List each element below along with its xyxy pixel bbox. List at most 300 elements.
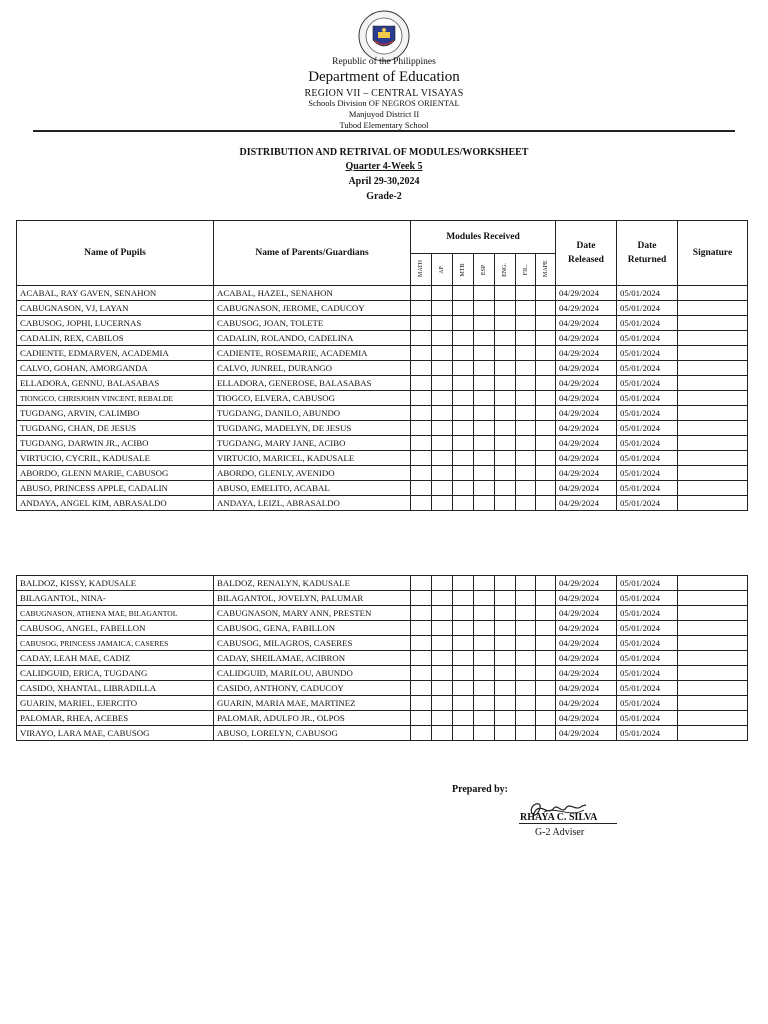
module-check-cell (516, 376, 536, 391)
department-name: Department of Education (308, 69, 460, 85)
module-check-cell (453, 421, 474, 436)
module-check-cell (474, 666, 495, 681)
date-released: 04/29/2024 (556, 696, 617, 711)
signature-cell (678, 466, 748, 481)
parent-name: VIRTUCIO, MARICEL, KADUSALE (214, 451, 411, 466)
quarter-week: Quarter 4-Week 5 (345, 161, 423, 172)
parent-name: TIOGCO, ELVERA, CABUSOG (214, 391, 411, 406)
table-row (17, 436, 748, 451)
module-check-cell (495, 606, 516, 621)
parent-name: BILAGANTOL, JOVELYN, PALUMAR (214, 591, 411, 606)
table-row (17, 406, 748, 421)
module-check-cell (411, 591, 432, 606)
module-check-cell (495, 376, 516, 391)
module-check-cell (495, 346, 516, 361)
module-check-cell (495, 591, 516, 606)
division-line: Schools Division OF NEGROS ORIENTAL (308, 98, 460, 108)
module-check-cell (474, 421, 495, 436)
module-check-cell (432, 376, 453, 391)
module-check-cell (432, 346, 453, 361)
subject-mape: MAPE (536, 254, 556, 286)
module-check-cell (516, 591, 536, 606)
pupil-name: CABUGNASON, ATHENA MAE, BILAGANTOL (17, 606, 214, 621)
date-returned: 05/01/2024 (617, 361, 678, 376)
date-returned: 05/01/2024 (617, 301, 678, 316)
table-row (17, 301, 748, 316)
date-released: 04/29/2024 (556, 346, 617, 361)
date-returned: 05/01/2024 (617, 316, 678, 331)
signature-cell (678, 666, 748, 681)
module-check-cell (453, 711, 474, 726)
parent-name: GUARIN, MARIA MAE, MARTINEZ (214, 696, 411, 711)
module-check-cell (411, 436, 432, 451)
module-check-cell (495, 481, 516, 496)
table-row (17, 286, 748, 301)
module-check-cell (432, 481, 453, 496)
signature-cell (678, 361, 748, 376)
date-returned: 05/01/2024 (617, 421, 678, 436)
date-released: 04/29/2024 (556, 496, 617, 511)
parent-name: CALVO, JUNREL, DURANGO (214, 361, 411, 376)
module-check-cell (453, 576, 474, 591)
signature-cell (678, 651, 748, 666)
module-check-cell (432, 286, 453, 301)
header-divider (33, 130, 735, 132)
table-row (17, 361, 748, 376)
signature-cell (678, 421, 748, 436)
module-check-cell (495, 361, 516, 376)
modules-table-bottom (16, 575, 748, 741)
module-check-cell (495, 421, 516, 436)
module-check-cell (536, 466, 556, 481)
table-row (17, 621, 748, 636)
signature-cell (678, 346, 748, 361)
module-check-cell (536, 696, 556, 711)
pupil-name: VIRTUCIO, CYCRIL, KADUSALE (17, 451, 214, 466)
module-check-cell (474, 636, 495, 651)
module-check-cell (432, 301, 453, 316)
table-row (17, 376, 748, 391)
table-row (17, 681, 748, 696)
date-released: 04/29/2024 (556, 286, 617, 301)
module-check-cell (536, 726, 556, 741)
module-check-cell (453, 726, 474, 741)
module-check-cell (536, 286, 556, 301)
module-check-cell (453, 696, 474, 711)
signature-cell (678, 406, 748, 421)
subject-esp: ESP (474, 254, 495, 286)
module-check-cell (453, 406, 474, 421)
module-check-cell (495, 636, 516, 651)
module-check-cell (432, 451, 453, 466)
parent-name: CABUSOG, MILAGROS, CASERES (214, 636, 411, 651)
parent-name: ELLADORA, GENEROSE, BALASABAS (214, 376, 411, 391)
module-check-cell (474, 481, 495, 496)
module-check-cell (536, 376, 556, 391)
pupil-name: BILAGANTOL, NINA- (17, 591, 214, 606)
module-check-cell (411, 286, 432, 301)
table-row (17, 451, 748, 466)
date-returned: 05/01/2024 (617, 346, 678, 361)
module-check-cell (536, 606, 556, 621)
module-check-cell (474, 711, 495, 726)
module-check-cell (432, 591, 453, 606)
module-check-cell (411, 696, 432, 711)
signature-cell (678, 621, 748, 636)
module-check-cell (411, 376, 432, 391)
module-check-cell (516, 726, 536, 741)
date-returned: 05/01/2024 (617, 481, 678, 496)
module-check-cell (516, 316, 536, 331)
adviser-name: RHAYA C. SILVA (519, 812, 617, 824)
module-check-cell (453, 681, 474, 696)
module-check-cell (453, 331, 474, 346)
date-released: 04/29/2024 (556, 391, 617, 406)
pupil-name: ANDAYA, ANGEL KIM, ABRASALDO (17, 496, 214, 511)
module-check-cell (432, 406, 453, 421)
signature-cell (678, 591, 748, 606)
date-returned: 05/01/2024 (617, 391, 678, 406)
date-returned: 05/01/2024 (617, 726, 678, 741)
signature-cell (678, 481, 748, 496)
document-title: DISTRIBUTION AND RETRIVAL OF MODULES/WORKSHEET (239, 147, 529, 158)
module-check-cell (411, 621, 432, 636)
module-check-cell (516, 651, 536, 666)
pupil-name: CALIDGUID, ERICA, TUGDANG (17, 666, 214, 681)
date-range: April 29-30,2024 (348, 176, 420, 187)
date-released: 04/29/2024 (556, 466, 617, 481)
pupil-name: CABUSOG, JOPHI, LUCERNAS (17, 316, 214, 331)
signature-cell (678, 576, 748, 591)
signature-cell (678, 496, 748, 511)
parent-name: TUGDANG, MADELYN, DE JESUS (214, 421, 411, 436)
parent-name: TUGDANG, DANILO, ABUNDO (214, 406, 411, 421)
module-check-cell (516, 346, 536, 361)
module-check-cell (536, 316, 556, 331)
module-check-cell (495, 711, 516, 726)
date-returned: 05/01/2024 (617, 651, 678, 666)
module-check-cell (432, 466, 453, 481)
date-released: 04/29/2024 (556, 621, 617, 636)
module-check-cell (495, 651, 516, 666)
module-check-cell (474, 621, 495, 636)
date-released: 04/29/2024 (556, 651, 617, 666)
table-row (17, 591, 748, 606)
module-check-cell (432, 606, 453, 621)
module-check-cell (495, 286, 516, 301)
module-check-cell (474, 591, 495, 606)
date-returned: 05/01/2024 (617, 606, 678, 621)
date-returned: 05/01/2024 (617, 331, 678, 346)
prepared-by-label: Prepared by: (452, 784, 509, 795)
date-released: 04/29/2024 (556, 681, 617, 696)
module-check-cell (536, 301, 556, 316)
module-check-cell (411, 726, 432, 741)
table-row (17, 726, 748, 741)
parent-name: ABORDO, GLENLY, AVENIDO (214, 466, 411, 481)
signature-cell (678, 711, 748, 726)
signature-cell (678, 331, 748, 346)
module-check-cell (536, 591, 556, 606)
date-released: 04/29/2024 (556, 436, 617, 451)
table-row (17, 576, 748, 591)
date-returned: 05/01/2024 (617, 696, 678, 711)
parent-name: CABUSOG, GENA, FABILLON (214, 621, 411, 636)
module-check-cell (495, 666, 516, 681)
school-line: Tubod Elementary School (339, 120, 429, 130)
module-check-cell (453, 376, 474, 391)
col-released-header: Date Released (556, 221, 617, 286)
module-check-cell (432, 726, 453, 741)
module-check-cell (516, 391, 536, 406)
module-check-cell (474, 361, 495, 376)
module-check-cell (516, 421, 536, 436)
module-check-cell (536, 451, 556, 466)
module-check-cell (453, 621, 474, 636)
col-modules-header: Modules Received (411, 221, 556, 254)
date-released: 04/29/2024 (556, 361, 617, 376)
signature-cell (678, 436, 748, 451)
module-check-cell (495, 466, 516, 481)
module-check-cell (453, 591, 474, 606)
adviser-role: G-2 Adviser (535, 827, 585, 838)
module-check-cell (453, 391, 474, 406)
module-check-cell (411, 651, 432, 666)
module-check-cell (453, 436, 474, 451)
date-released: 04/29/2024 (556, 376, 617, 391)
module-check-cell (453, 301, 474, 316)
modules-table-top (16, 220, 748, 511)
module-check-cell (516, 481, 536, 496)
module-check-cell (495, 576, 516, 591)
module-check-cell (453, 286, 474, 301)
module-check-cell (432, 496, 453, 511)
module-check-cell (495, 301, 516, 316)
module-check-cell (411, 681, 432, 696)
module-check-cell (411, 406, 432, 421)
module-check-cell (432, 316, 453, 331)
date-returned: 05/01/2024 (617, 286, 678, 301)
module-check-cell (516, 286, 536, 301)
module-check-cell (411, 421, 432, 436)
parent-name: CADAY, SHEILAMAE, ACIBRON (214, 651, 411, 666)
pupil-name: ABUSO, PRINCESS APPLE, CADALIN (17, 481, 214, 496)
pupil-name: CABUSOG, PRINCESS JAMAICA, CASERES (17, 636, 214, 651)
pupil-name: CADALIN, REX, CABILOS (17, 331, 214, 346)
module-check-cell (516, 711, 536, 726)
module-check-cell (474, 681, 495, 696)
date-returned: 05/01/2024 (617, 636, 678, 651)
module-check-cell (432, 651, 453, 666)
module-check-cell (474, 436, 495, 451)
module-check-cell (411, 301, 432, 316)
pupil-name: ABORDO, GLENN MARIE, CABUSOG (17, 466, 214, 481)
module-check-cell (536, 711, 556, 726)
deped-seal-icon (358, 10, 410, 62)
module-check-cell (516, 666, 536, 681)
table-row (17, 346, 748, 361)
date-returned: 05/01/2024 (617, 466, 678, 481)
parent-name: CADALIN, ROLANDO, CADELINA (214, 331, 411, 346)
signature-cell (678, 606, 748, 621)
signature-cell (678, 681, 748, 696)
module-check-cell (474, 316, 495, 331)
module-check-cell (495, 391, 516, 406)
module-check-cell (432, 436, 453, 451)
parent-name: ANDAYA, LEIZL, ABRASALDO (214, 496, 411, 511)
module-check-cell (474, 391, 495, 406)
parent-name: CALIDGUID, MARILOU, ABUNDO (214, 666, 411, 681)
parent-name: CADIENTE, ROSEMARIE, ACADEMIA (214, 346, 411, 361)
parent-name: PALOMAR, ADULFO JR., OLPOS (214, 711, 411, 726)
module-check-cell (453, 481, 474, 496)
district-line: Manjuyod District II (348, 109, 420, 119)
module-check-cell (474, 696, 495, 711)
module-check-cell (432, 666, 453, 681)
subject-math: MATH (411, 254, 432, 286)
module-check-cell (536, 666, 556, 681)
table-row (17, 391, 748, 406)
module-check-cell (411, 481, 432, 496)
date-returned: 05/01/2024 (617, 621, 678, 636)
date-released: 04/29/2024 (556, 481, 617, 496)
module-check-cell (432, 361, 453, 376)
table-row (17, 496, 748, 511)
module-check-cell (432, 621, 453, 636)
module-check-cell (453, 606, 474, 621)
module-check-cell (536, 331, 556, 346)
date-returned: 05/01/2024 (617, 406, 678, 421)
module-check-cell (495, 681, 516, 696)
module-check-cell (474, 331, 495, 346)
pupil-name: GUARIN, MARIEL, EJERCITO (17, 696, 214, 711)
pupil-name: TUGDANG, CHAN, DE JESUS (17, 421, 214, 436)
pupil-name: CALVO, GOHAN, AMORGANDA (17, 361, 214, 376)
module-check-cell (453, 346, 474, 361)
col-pupils-header: Name of Pupils (17, 221, 214, 286)
module-check-cell (536, 346, 556, 361)
date-released: 04/29/2024 (556, 711, 617, 726)
module-check-cell (474, 606, 495, 621)
pupil-name: ACABAL, RAY GAVEN, SENAHON (17, 286, 214, 301)
table-row (17, 666, 748, 681)
module-check-cell (495, 621, 516, 636)
module-check-cell (411, 576, 432, 591)
col-returned-header: Date Returned (617, 221, 678, 286)
date-returned: 05/01/2024 (617, 576, 678, 591)
pupil-name: PALOMAR, RHEA, ACEBES (17, 711, 214, 726)
module-check-cell (474, 451, 495, 466)
module-check-cell (495, 496, 516, 511)
module-check-cell (474, 406, 495, 421)
pupil-name: VIRAYO, LARA MAE, CABUSOG (17, 726, 214, 741)
date-released: 04/29/2024 (556, 316, 617, 331)
date-returned: 05/01/2024 (617, 496, 678, 511)
module-check-cell (516, 681, 536, 696)
module-check-cell (516, 606, 536, 621)
signature-cell (678, 391, 748, 406)
pupil-name: CABUSOG, ANGEL, FABELLON (17, 621, 214, 636)
signature-cell (678, 376, 748, 391)
date-returned: 05/01/2024 (617, 666, 678, 681)
signature-cell (678, 316, 748, 331)
module-check-cell (536, 481, 556, 496)
module-check-cell (411, 451, 432, 466)
pupil-name: CASIDO, XHANTAL, LIBRADILLA (17, 681, 214, 696)
signature-cell (678, 451, 748, 466)
module-check-cell (516, 436, 536, 451)
module-check-cell (495, 696, 516, 711)
module-check-cell (474, 346, 495, 361)
pupil-name: TUGDANG, ARVIN, CALIMBO (17, 406, 214, 421)
module-check-cell (536, 651, 556, 666)
pupil-name: CABUGNASON, VJ, LAYAN (17, 301, 214, 316)
date-released: 04/29/2024 (556, 666, 617, 681)
module-check-cell (516, 496, 536, 511)
module-check-cell (516, 451, 536, 466)
module-check-cell (516, 576, 536, 591)
module-check-cell (432, 681, 453, 696)
module-check-cell (411, 636, 432, 651)
parent-name: ACABAL, HAZEL, SENAHON (214, 286, 411, 301)
pupil-name: TUGDANG, DARWIN JR., ACIBO (17, 436, 214, 451)
module-check-cell (495, 726, 516, 741)
module-check-cell (432, 636, 453, 651)
date-returned: 05/01/2024 (617, 436, 678, 451)
pupil-name: BALDOZ, KISSY, KADUSALE (17, 576, 214, 591)
date-released: 04/29/2024 (556, 301, 617, 316)
module-check-cell (536, 621, 556, 636)
module-check-cell (536, 681, 556, 696)
module-check-cell (432, 421, 453, 436)
module-check-cell (474, 466, 495, 481)
pupil-name: CADIENTE, EDMARVEN, ACADEMIA (17, 346, 214, 361)
module-check-cell (474, 286, 495, 301)
module-check-cell (536, 576, 556, 591)
module-check-cell (516, 331, 536, 346)
pupil-name: ELLADORA, GENNU, BALASABAS (17, 376, 214, 391)
module-check-cell (536, 421, 556, 436)
module-check-cell (453, 361, 474, 376)
date-released: 04/29/2024 (556, 331, 617, 346)
date-returned: 05/01/2024 (617, 681, 678, 696)
module-check-cell (516, 621, 536, 636)
table-row (17, 331, 748, 346)
module-check-cell (432, 576, 453, 591)
module-check-cell (495, 316, 516, 331)
date-returned: 05/01/2024 (617, 591, 678, 606)
parent-name: ABUSO, EMELITO, ACABAL (214, 481, 411, 496)
table-row (17, 636, 748, 651)
module-check-cell (453, 466, 474, 481)
signature-cell (678, 636, 748, 651)
table-row (17, 421, 748, 436)
date-released: 04/29/2024 (556, 606, 617, 621)
module-check-cell (453, 451, 474, 466)
module-check-cell (411, 496, 432, 511)
date-released: 04/29/2024 (556, 636, 617, 651)
module-check-cell (516, 696, 536, 711)
date-released: 04/29/2024 (556, 451, 617, 466)
module-check-cell (536, 391, 556, 406)
subject-ap: AP (432, 254, 453, 286)
module-check-cell (474, 376, 495, 391)
date-returned: 05/01/2024 (617, 451, 678, 466)
signature-cell (678, 286, 748, 301)
region-line: REGION VII – CENTRAL VISAYAS (304, 88, 464, 99)
module-check-cell (495, 436, 516, 451)
module-check-cell (536, 361, 556, 376)
